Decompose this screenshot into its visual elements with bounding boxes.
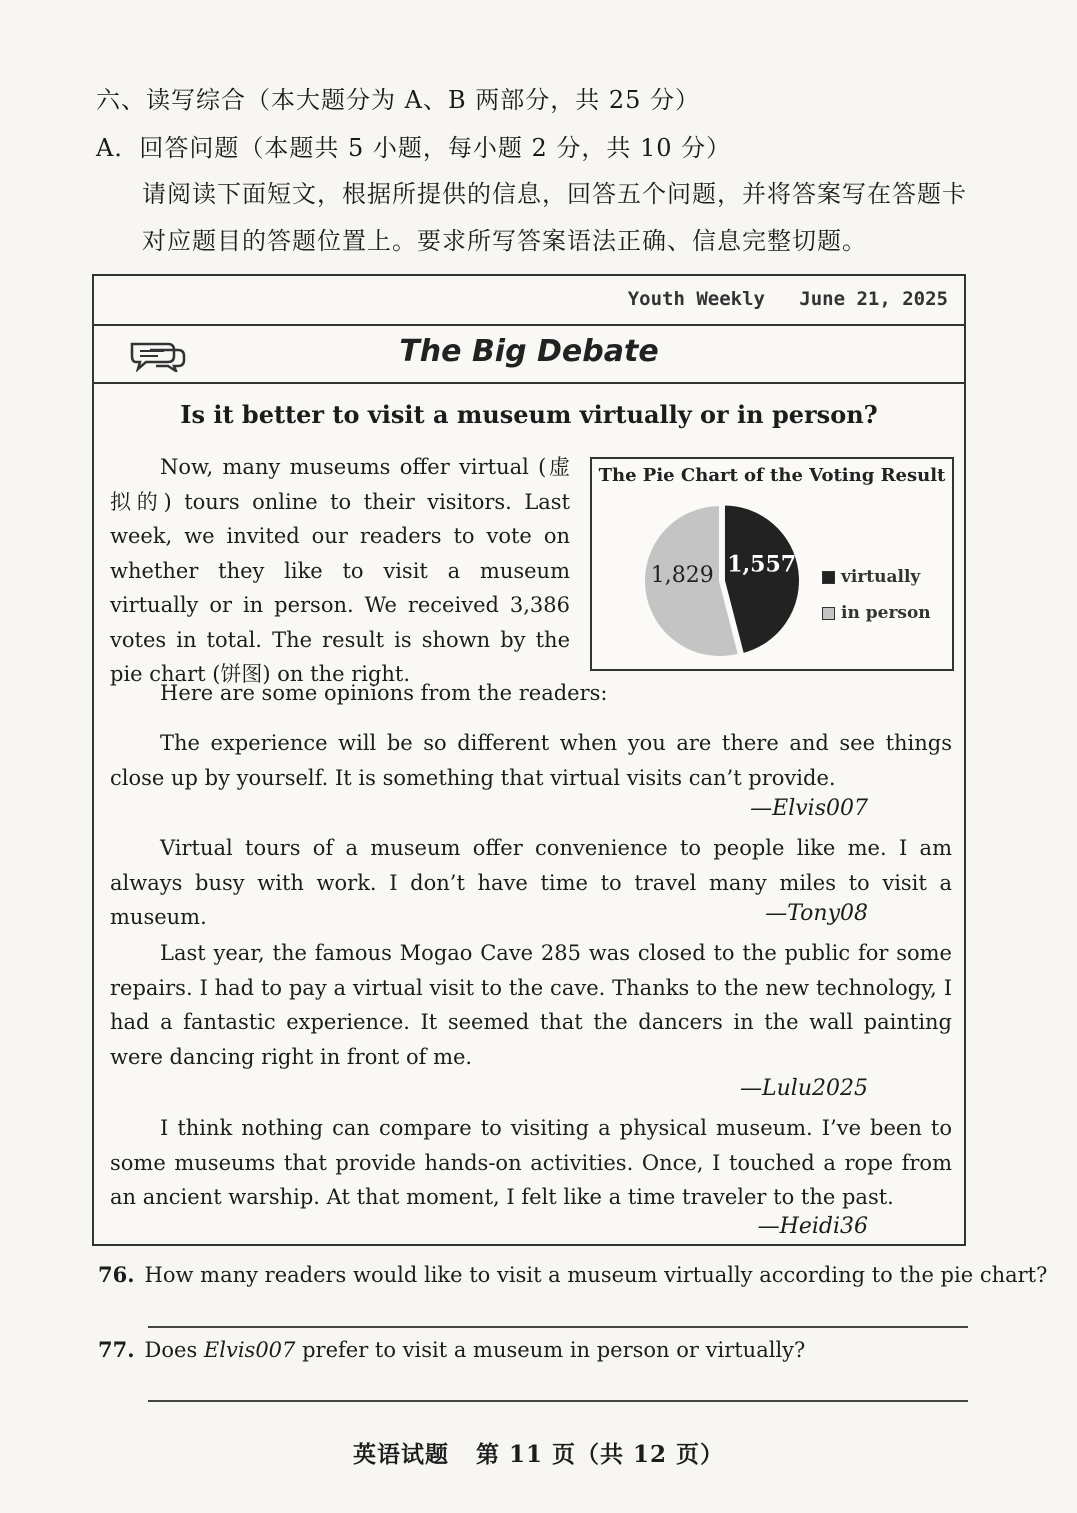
pie-slice-virtually	[724, 504, 800, 654]
pie-label-in-person: 1,829	[650, 562, 714, 588]
debate-question: Is it better to visit a museum virtually or in person?	[180, 400, 878, 429]
opinion-4: I think nothing can compare to visiting a physical museum. I’ve been to some museums that provide hands-on activities. Once, I touched a rope from an ancient warship. At that moment, I felt like a time traveler to the past.	[110, 1116, 952, 1209]
instructions-line-2: 对应题目的答题位置上。要求所写答案语法正确、信息完整切题。	[142, 227, 867, 255]
author-3: —Lulu2025	[740, 1076, 868, 1101]
legend-item-virtually: virtually	[822, 567, 920, 587]
author-4: —Heidi36	[757, 1214, 868, 1239]
opinions-lead: Here are some opinions from the readers:	[160, 681, 608, 705]
legend-swatch-virtually	[822, 571, 835, 584]
article-title: The Big Debate	[399, 334, 659, 369]
opinion-3: Last year, the famous Mogao Cave 285 was closed to the public for some repairs. I had to pay a virtual visit to the cave. Thanks to the new technology, I had a fantastic experience. It seemed that the dancers in the wall painting were dancing right in front of me.	[110, 941, 952, 1069]
masthead	[94, 276, 964, 326]
part-a-header: A．回答问题（本题共 5 小题，每小题 2 分，共 10 分）	[96, 134, 732, 162]
intro-paragraph: Now, many museums offer virtual (虚拟的) tours online to their visitors. Last week, we invited our readers to vote on whether they like to visit a museum virtually or in person. We received 3,386 votes in total. The result is shown by the pie chart (饼图) on the right.	[110, 455, 570, 686]
instructions-line-1: 请阅读下面短文，根据所提供的信息，回答五个问题，并将答案写在答题卡	[142, 180, 967, 208]
author-1: —Elvis007	[750, 796, 868, 821]
title-bar	[94, 326, 964, 384]
article-box	[92, 274, 966, 1246]
chart-title: The Pie Chart of the Voting Result	[598, 465, 946, 486]
pie-chart	[636, 503, 816, 663]
pie-label-virtually: 1,557	[727, 551, 797, 578]
question-76: 76. How many readers would like to visit a museum virtually according to the pie chart?	[98, 1262, 1048, 1287]
answer-line-77[interactable]	[148, 1400, 968, 1402]
question-77: 77. Does Elvis007 prefer to visit a museum in person or virtually?	[98, 1337, 806, 1362]
section-header: 六、读写综合（本大题分为 A、B 两部分，共 25 分）	[96, 86, 701, 114]
legend-item-in-person: in person	[822, 603, 931, 623]
page-footer: 英语试题 第 11 页（共 12 页）	[352, 1441, 725, 1468]
author-2: —Tony08	[765, 901, 868, 926]
pie-chart-box	[590, 457, 954, 671]
opinion-2: Virtual tours of a museum offer convenience to people like me. I am always busy with work. I don’t have time to travel many miles to visit a museum.	[110, 836, 952, 929]
legend-swatch-in-person	[822, 607, 835, 620]
masthead-info: Youth Weekly June 21, 2025	[627, 288, 948, 310]
answer-line-76[interactable]	[148, 1326, 968, 1328]
opinion-1: The experience will be so different when you are there and see things close up by yourself. It is something that virtual visits can’t provide.	[110, 731, 952, 790]
